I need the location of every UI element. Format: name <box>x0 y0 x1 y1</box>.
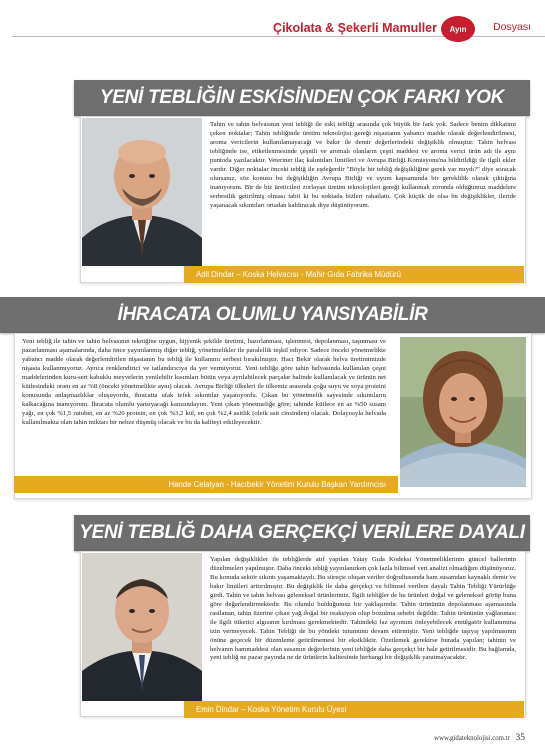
article-3-caption: Emin Dindar – Koska Yönetim Kurulu Üyesi <box>184 701 524 718</box>
page-footer <box>434 733 525 743</box>
article-3-banner: YENİ TEBLİĞ DAHA GERÇEKÇİ VERİLERE DAYALI <box>74 515 530 551</box>
page-header <box>0 0 545 62</box>
article-2-banner: İHRACATA OLUMLU YANSIYABİLİR <box>0 297 545 333</box>
article-1-banner: YENİ TEBLİĞİN ESKİSİNDEN ÇOK FARKI YOK <box>74 80 530 116</box>
article-3-portrait <box>82 553 202 701</box>
woman-portrait-image <box>400 337 526 487</box>
dosyasi-label: Dosyası <box>493 21 531 33</box>
article-2-caption: Hande Celalyan - Hacıbekir Yönetim Kurulu Başkan Yardımcısı <box>14 476 398 493</box>
article-1-portrait <box>82 118 202 266</box>
man-portrait-2-image <box>82 553 202 701</box>
article-2-body: Yeni tebliğ ile tahin ve tahin helvasının tekniğine uygun, hijyenik şekilde üretimi, hazırlanması, işlenmesi, depolanması, taşınması ve pazarlanması aşamalarında, daha önce yayımlanmış diğer tebliğ, yönetmelikler ile paralellik teşkil ediyor. Sadece önceki yönetmelikte yabancı madde olarak değerlendirilen nişastanın bu tebliğ ile kullanımı serbest bırakılmıştır. Hacı Bekir olarak helva üretimimizde nişasta kullanmıyoruz. Ayrıca renklendirici ve tatlandırıcıya da yer vermiyoruz. Yeni tebliğe göre tahin helvasında kullanılan çeşni maddelerinden kuru-sert kabuklu meyvelerin yenilebilir kısımları bütün veya ayrılabilecek parçalar halinde kullanılacak ve ürünün net kütlesindeki oranı en az %8 (önceki yönetmelikte aynı) olacak. Avrupa Birliği ülkeleri ile ülkemiz arasında çoğu suyu ve soya proteini konusunda anlaşmazlıklar oluşuyordu, ihracatta ufak tefek sıkıntılar yaşanıyordu. Çıkan bu yönetmelik sayesinde sıkıntıların kalkacağına inanıyorum. İhracata olumlu yansıyacağı kanısındayım. Yeni çıkan yönetmeliğe göre; tahinde kütlece en az %50 susam yağı, en çok %1,5 rutubet, en az %20 protein, en çok %3,2 kül, en çok %2,4 asitlik (oleik asit cinsinden) olacak. Dolayısıyla helvada kullanılmakta olan tahin miktarı bir nebze düşmüş olacak ve bu da kaliteyi etkileyecektir. <box>22 338 386 426</box>
article-1-caption: Adil Dindar – Koska Helvacısı - Mahir Gıda Fabrika Müdürü <box>184 266 524 283</box>
footer-site: www.gidateknolojisi.com.tr <box>434 735 510 742</box>
man-portrait-1-image <box>82 118 202 266</box>
page-number: 35 <box>515 733 525 743</box>
article-1-body: Tahin ve tahin helvasının yeni tebliği ile eski tebliği arasında çok büyük bir fark yok. Sadece benim dikkatimi çeken noktalar; Tahin tebliğinde üretim teknolojisi gereği nişastanın yabancı madde olarak değerlendirilmesi, aroma vericilerin kullanılamayacağı ve bakır ile demir değerlerindeki değişiklik olmuştur. Tahin helvası tebliğinde ise, etiketlenmesinde çeşnili ve aromalı olanların çeşni maddesi ve aroma verici ürün adı ile aynı puntoda yazılacaktır. Veteriner ilaç kalıntıları limitleri ve Avrupa Birliği Komisyonu'na bildirildiği ile ilgili ekler vardır. Diğer noktalar önceki tebliğ ile eşdeğerdir "Böyle bir tebliğ değişikliğine gerek var mıydı?" diye soracak olursanız, söz konusu bu değişikliğin Avrupa Birliği ve uyum kapsamında bir gereklilik olarak çıktığına inanıyorum. Bir de biz üreticileri zorlayan üretim teknolojileri gereği kullanmak zorunda olduğumuz maddelere serbestlik getirilmiş olması tabii ki bu noktada bizleri rahatlattı. Çok küçük de olsa bu değişiklikler, ileride yaşanacak sıkıntıları ortadan kaldıracak diye düşünüyorum. <box>210 121 516 209</box>
article-3-body: Yapılan değişiklikler ile tebliğlerde atıf yapılan Yatay Gıda Kodeksi Yönetmeliklerinin güncel hallerinin düzeltmeleri yapılmıştır. Daha önceki tebliğ yayınlanırken çok fazla bilimsel veri analizi olmadığını düşünüyoruz. Bu konuda sektör sıkıntı yaşamaktaydı. Bu süreçte oluşan veriler doğrultusunda ham susamdan kaynaklı demir ve bakır limitleri arttırılmıştır. Bu değişiklik ile daha gerçekçi ve bilimsel verilere dayalı Tahin Tebliği Yürürlüğe girdi. Tahin ve tahin helvası geleneksel ürünlerimiz. İlgili tebliğler de bu ürünleri doğal ve geleneksel görüp buna göre değerlendirmektedir. Bu olumlu bulduğumuz bir yaklaşımdır. Tahin ürününün depolanması aşamasında rastlanan, tahin üzerine çıkan yağ doğal bir reaksiyon olup bozulma sebebi değildir. Tahin ürününün yağlanması ile ilgili tüketici algısının kırılması gerekmektedir. Tahindeki faz ayrımını önleyebilecek emülgatör kullanımına izin vermeyecek. Tahin Tebliği de bu yöndeki tutumunu devam ettirmiştir. Yeni tebliğde taşıyış yapılmasının önüne geçecek bir düzenleme getirilmemesi bir eksikliktir. Özetlemek gerekirse burada yapılan; tahinin ve helvanın hammaddesi olan susamın değerlerinin yeni tebliğde daha gerçekçi bir hale getirilmesidir. Bu bağlamda, yeni tebliğ ne pazar payında ne de ürünlerin kalitesinde herhangi bir değişiklik yaratmayacaktır. <box>210 556 516 662</box>
section-title: Çikolata & Şekerli Mamuller <box>267 21 437 35</box>
article-2-portrait <box>400 337 526 487</box>
month-badge: Ayın <box>441 16 475 42</box>
